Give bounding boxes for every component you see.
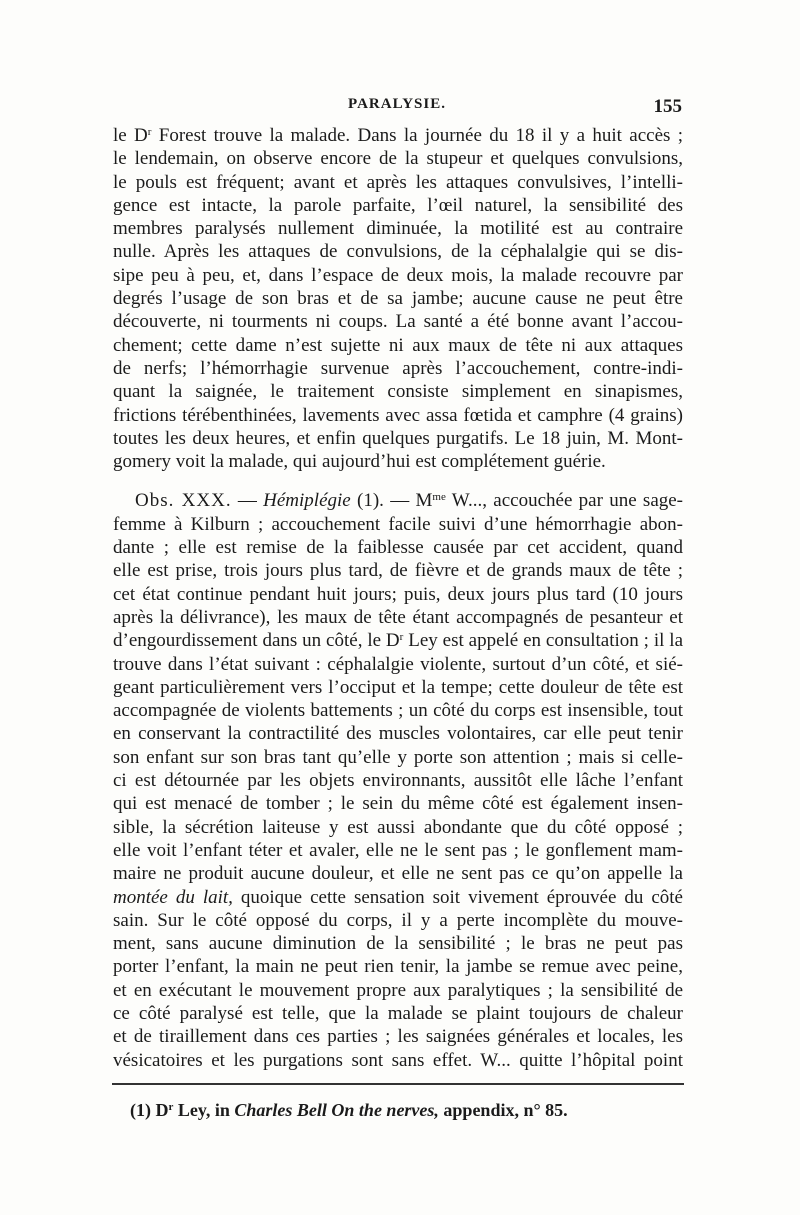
text-line: elle est prise, trois jours plus tard, de fièvre et de grands maux de tête ;: [113, 560, 683, 582]
text-line: cet état continue pendant huit jours; puis, deux jours plus tard (10 jours: [113, 583, 683, 605]
text-line: trouve dans l’état suivant : céphalalgie violente, surtout d’un côté, et sié-: [113, 653, 683, 675]
footnote-book-title: Charles Bell On the nerves,: [234, 1100, 439, 1120]
text-line: chement; cette dame n’est sujette ni aux maux de tête ni aux attaques: [113, 334, 683, 356]
text-line: toutes les deux heures, et enfin quelques purgatifs. Le 18 juin, M. Mont-: [113, 427, 683, 449]
text-line: degrés l’usage de son bras et de sa jambe; aucune cause ne peut être: [113, 288, 683, 310]
text-line: gomery voit la malade, qui aujourd’hui est complétement guérie.: [113, 451, 606, 473]
page-number: 155: [653, 96, 682, 117]
text-line: accompagnée de violents battements ; un côté du corps est insensible, tout: [113, 700, 683, 722]
text-line: quant la saignée, le traitement consiste simplement en sinapismes,: [113, 381, 683, 403]
footnote-number: (1): [130, 1100, 151, 1120]
text-line: le pouls est fréquent; avant et après les attaques convulsives, l’intelli-: [113, 171, 683, 193]
text-line: après la délivrance), les maux de tête étant accompagnés de pesanteur et: [113, 606, 683, 628]
text-line: vésicatoires et les purgations sont sans effet. W... quitte l’hôpital point: [113, 1049, 683, 1071]
text-line: geant particulièrement vers l’occiput et la tempe; cette douleur de tête est: [113, 676, 683, 698]
text-line: de nerfs; l’hémorrhagie survenue après l’accouchement, contre-indi-: [113, 357, 683, 379]
text-line: et de tiraillement dans ces parties ; les saignées générales et locales, les: [113, 1026, 683, 1048]
text-line: d’engourdissement dans un côté, le $D^r$ Ley est appelé en consultation ; il la: [113, 630, 683, 652]
text-line: sible, la sécrétion laiteuse y est aussi abondante que du côté opposé ;: [113, 816, 683, 838]
italic-phrase: montée du lait,: [113, 886, 233, 908]
text-line: femme à Kilburn ; accouchement facile suivi d’une hémorrhagie abon-: [113, 513, 683, 535]
text-line: sain. Sur le côté opposé du corps, il y a perte incomplète du mouve-: [113, 909, 683, 931]
observation-heading-line: Obs. XXX. — Hémiplégie (1). — $M^{me}$ W..., accouchée par une sage-: [135, 490, 683, 512]
body-text: [113, 124, 683, 1072]
text-line: sipe peu à peu, et, dans l’espace de deux mois, la malade recouvre par: [113, 264, 683, 286]
text-line: qui est menacé de tomber ; le sein du même côté est également insen-: [113, 793, 683, 815]
footnote-rule: [112, 1083, 684, 1085]
text-line: et en exécutant le mouvement propre aux paralytiques ; la sensibilité de: [113, 979, 683, 1001]
text-line: nulle. Après les attaques de convulsions, de la céphalalgie qui se dis-: [113, 241, 683, 263]
text-line: en conservant la contractilité des muscles volontaires, car elle peut tenir: [113, 723, 683, 745]
text-line: dante ; elle est remise de la faiblesse causée par cet accident, quand: [113, 537, 683, 559]
text-line: montée du lait, quoique cette sensation soit vivement éprouvée du côté: [113, 886, 683, 908]
footnote-ref: (1).: [350, 490, 384, 512]
text-line: ce côté paralysé est telle, que la malade se plaint toujours de chaleur: [113, 1002, 683, 1024]
footnote: (1) $D^r$ Ley, in Charles Bell On the nerves, appendix, n° 85.: [130, 1100, 568, 1120]
running-title: PARALYSIE.: [348, 96, 446, 112]
text-line: maire ne produit aucune douleur, et elle ne sent pas ce qu’on appelle la: [113, 863, 683, 885]
text-line: le $D^r$ Forest trouve la malade. Dans la journée du 18 il y a huit accès ;: [113, 125, 683, 146]
text-line: ci est détournée par les objets environnants, aussitôt elle lâche l’enfant: [113, 770, 683, 792]
text-line: son enfant sur son bras tant qu’elle y porte son attention ; mais si celle-: [113, 746, 683, 768]
text-line: ment, sans aucune diminution de la sensibilité ; le bras ne peut pas: [113, 933, 683, 955]
observation-title: Hémiplégie: [263, 490, 351, 512]
observation-label: Obs. XXX.: [135, 490, 232, 512]
observation-paragraph: [113, 489, 683, 1071]
text-line: frictions térébenthinées, lavements avec assa fœtida et camphre (4 grains): [113, 404, 683, 426]
text-line: porter l’enfant, la main ne peut rien tenir, la jambe se remue avec peine,: [113, 956, 683, 978]
paragraph-continuation: [113, 124, 683, 473]
text-line: découverte, ni tourments ni coups. La santé a été bonne avant l’accou-: [113, 311, 683, 333]
text-line: gence est intacte, la parole parfaite, l’œil naturel, la sensibilité des: [113, 194, 683, 216]
text-line: membres paralysés nullement diminuée, la motilité est au contraire: [113, 218, 683, 240]
text-line: elle voit l’enfant téter et avaler, elle ne le sent pas ; le gonflement mam-: [113, 839, 683, 861]
text-line: le lendemain, on observe encore de la stupeur et quelques convulsions,: [113, 148, 683, 170]
running-head: [112, 96, 682, 120]
